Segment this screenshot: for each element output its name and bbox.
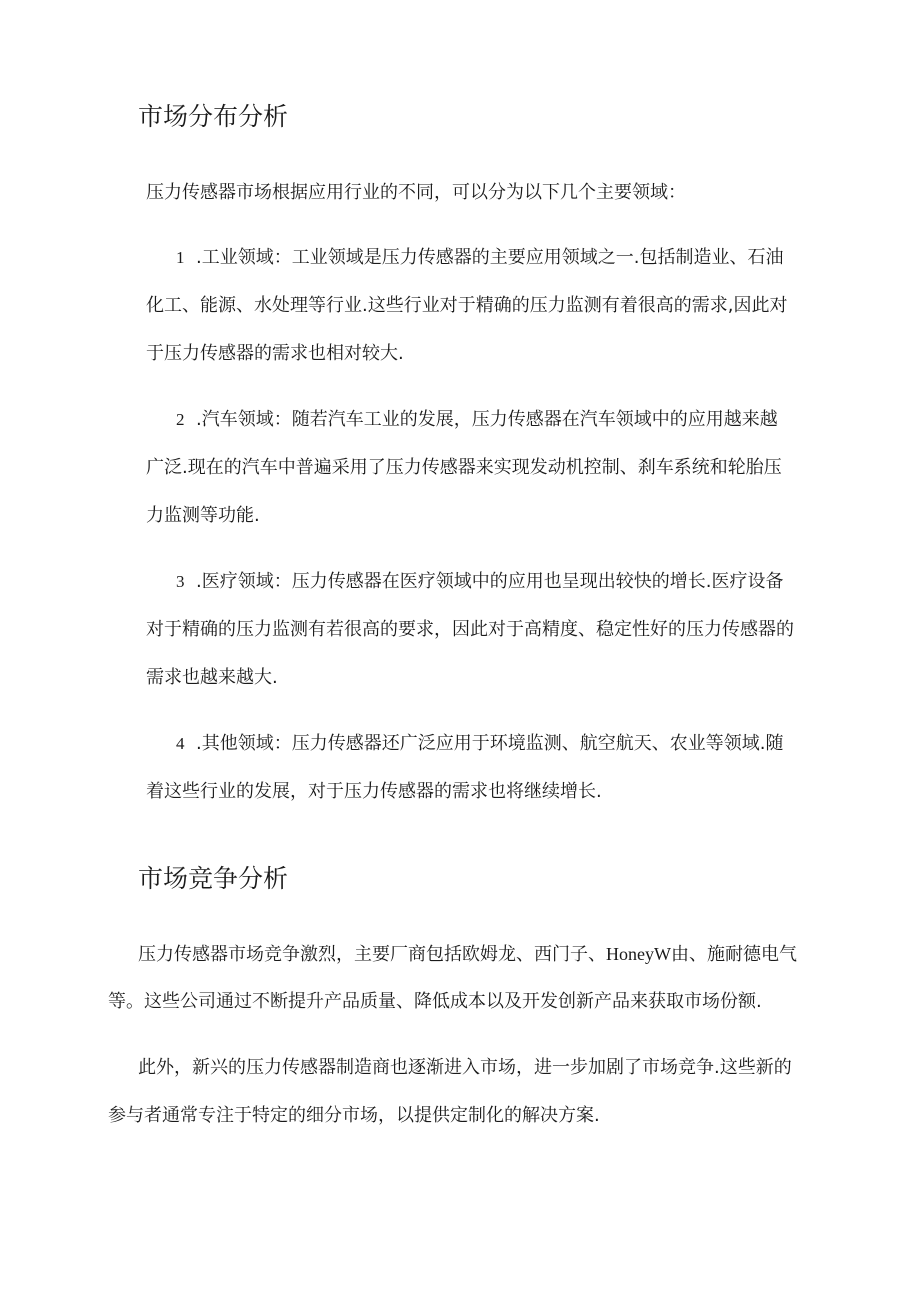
- paragraph-line: 此外，新兴的压力传感器制造商也逐渐进入市场，进一步加剧了市场竞争.这些新的: [138, 1057, 792, 1078]
- list-item-text: .其他领域：压力传感器还广泛应用于环境监测、航空航天、农业等领域.随: [196, 733, 784, 754]
- paragraph-text: 压力传感器市场竞争激烈，主要厂商包括欧姆龙、西门子、: [138, 944, 606, 965]
- list-item-line: 于压力传感器的需求也相对较大.: [146, 343, 404, 364]
- paragraph-text: 由、施耐德电气: [670, 944, 797, 965]
- list-item-number: 1: [176, 248, 185, 267]
- list-item-line: [176, 564, 783, 600]
- list-item-line: [176, 726, 783, 762]
- intro-paragraph: 压力传感器市场根据应用行业的不同，可以分为以下几个主要领域：: [146, 182, 686, 203]
- list-item-line: 广泛.现在的汽车中普遍采用了压力传感器来实现发动机控制、刹车系统和轮胎压: [146, 457, 782, 478]
- list-item-line: [176, 240, 783, 276]
- list-item-line: 对于精确的压力监测有若很高的要求，因此对于高精度、稳定性好的压力传感器的: [146, 619, 794, 640]
- paragraph-line: [138, 936, 797, 973]
- list-item-line: 力监测等功能.: [146, 505, 260, 526]
- list-item-line: [176, 402, 778, 438]
- list-item-number: 3: [176, 572, 185, 591]
- list-item-text: .工业领域：工业领域是压力传感器的主要应用领域之一.包括制造业、石油: [196, 247, 784, 268]
- section-heading-market-competition: 市场竞争分析: [138, 864, 289, 893]
- list-item-line: 需求也越来越大.: [146, 667, 278, 688]
- list-item-text: .医疗领域：压力传感器在医疗领域中的应用也呈现出较快的增长.医疗设备: [196, 571, 784, 592]
- list-item-number: 2: [176, 410, 185, 429]
- list-item-line: 化工、能源、水处理等行业.这些行业对于精确的压力监测有着很高的需求,因此对: [146, 295, 788, 316]
- list-item-text: .汽车领域：随若汽车工业的发展，压力传感器在汽车领域中的应用越来越: [196, 409, 778, 430]
- paragraph-line: 参与者通常专注于特定的细分市场，以提供定制化的解决方案.: [108, 1105, 600, 1126]
- paragraph-latin-text: HoneyW: [606, 944, 671, 964]
- paragraph-line: 等。这些公司通过不断提升产品质量、降低成本以及开发创新产品来获取市场份额.: [108, 991, 762, 1012]
- section-heading-market-distribution: 市场分布分析: [138, 102, 289, 131]
- list-item-line: 着这些行业的发展，对于压力传感器的需求也将继续增长.: [146, 781, 602, 802]
- list-item-number: 4: [176, 734, 185, 753]
